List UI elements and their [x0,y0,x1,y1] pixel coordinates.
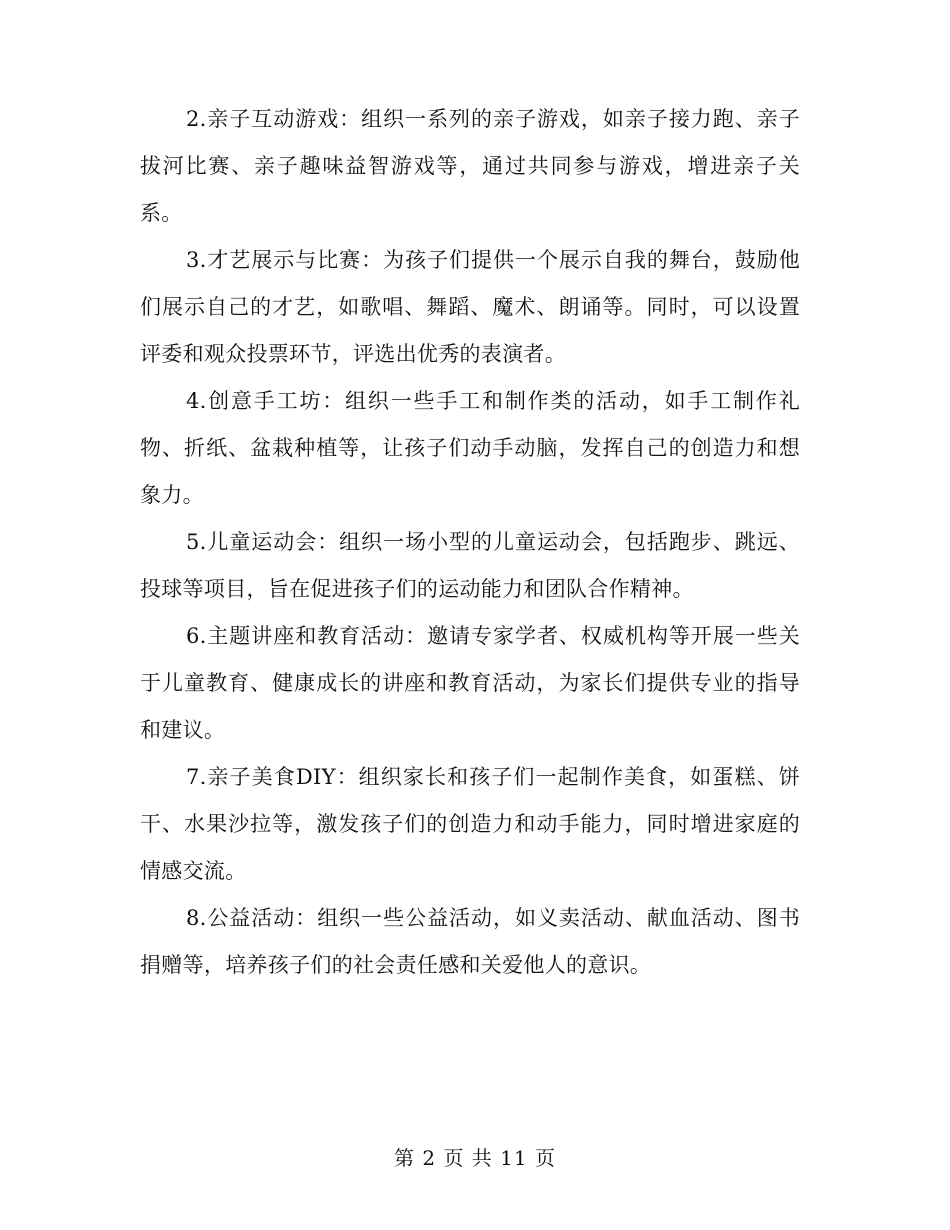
page-number-footer: 第 2 页 共 11 页 [394,1146,556,1170]
paragraph-food-diy: 7.亲子美食DIY：组织家长和孩子们一起制作美食，如蛋糕、饼干、水果沙拉等，激发孩子们的创造力和动手能力，同时增进家庭的情感交流。 [140,765,800,883]
paragraph-charity: 8.公益活动：组织一些公益活动，如义卖活动、献血活动、图书捐赠等，培养孩子们的社会责任感和关爱他人的意识。 [140,906,800,977]
paragraph-sports-meet: 5.儿童运动会：组织一场小型的儿童运动会，包括跑步、跳远、投球等项目，旨在促进孩子们的运动能力和团队合作精神。 [140,530,800,601]
paragraph-parent-child-games: 2.亲子互动游戏：组织一系列的亲子游戏，如亲子接力跑、亲子拔河比赛、亲子趣味益智游戏等，通过共同参与游戏，增进亲子关系。 [140,107,800,225]
paragraph-lectures: 6.主题讲座和教育活动：邀请专家学者、权威机构等开展一些关于儿童教育、健康成长的讲座和教育活动，为家长们提供专业的指导和建议。 [140,624,800,742]
paragraph-craft-workshop: 4.创意手工坊：组织一些手工和制作类的活动，如手工制作礼物、折纸、盆栽种植等，让孩子们动手动脑，发挥自己的创造力和想象力。 [140,389,800,507]
document-body [140,96,800,989]
paragraph-talent-show: 3.才艺展示与比赛：为孩子们提供一个展示自我的舞台，鼓励他们展示自己的才艺，如歌唱、舞蹈、魔术、朗诵等。同时，可以设置评委和观众投票环节，评选出优秀的表演者。 [140,248,800,366]
